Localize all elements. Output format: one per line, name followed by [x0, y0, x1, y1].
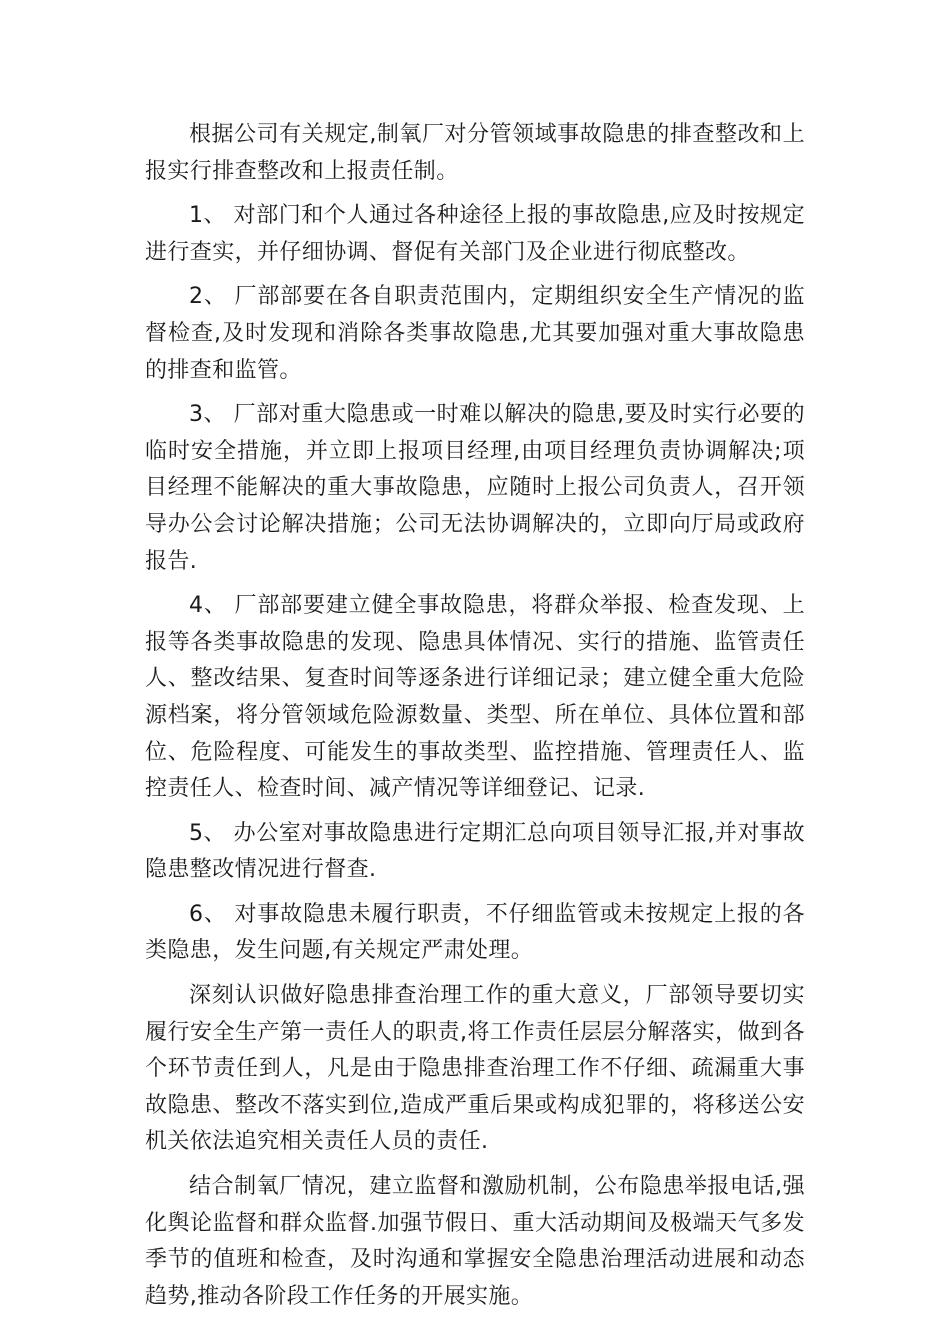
paragraph-item-3: 3、 厂部对重大隐患或一时难以解决的隐患,要及时实行必要的临时安全措施，并立即上报项目经理,由项目经理负责协调解决;项目经理不能解决的重大事故隐患，应随时上报公司负责人，召开领导办公会讨论解决措施；公司无法协调解决的，立即向厅局或政府报告.: [145, 402, 805, 574]
paragraph-intro: 根据公司有关规定,制氧厂对分管领域事故隐患的排查整改和上报实行排查整改和上报责任制。: [145, 122, 805, 184]
paragraph-item-2: 2、 厂部部要在各自职责范围内，定期组织安全生产情况的监督检查,及时发现和消除各类事故隐患,尤其要加强对重大事故隐患的排查和监管。: [145, 284, 805, 383]
paragraph-item-1: 1、 对部门和个人通过各种途径上报的事故隐患,应及时按规定进行查实，并仔细协调、督促有关部门及企业进行彻底整改。: [145, 203, 805, 265]
document-body: [145, 117, 805, 1323]
paragraph-item-4: 4、 厂部部要建立健全事故隐患，将群众举报、检查发现、上报等各类事故隐患的发现、隐患具体情况、实行的措施、监管责任人、整改结果、复查时间等逐条进行详细记录；建立健全重大危险源档案，将分管领域危险源数量、类型、所在单位、具体位置和部位、危险程度、可能发生的事故类型、监控措施、管理责任人、监控责任人、检查时间、减产情况等详细登记、记录.: [145, 593, 805, 802]
paragraph-item-5: 5、 办公室对事故隐患进行定期汇总向项目领导汇报,并对事故隐患整改情况进行督查.: [145, 820, 805, 883]
paragraph-supervision: 结合制氧厂情况，建立监督和激励机制，公布隐患举报电话,强化舆论监督和群众监督.加强节假日、重大活动期间及极端天气多发季节的值班和检查，及时沟通和掌握安全隐患治理活动进展和动态趋势,推动各阶段工作任务的开展实施。: [145, 1174, 805, 1309]
paragraph-item-6: 6、 对事故隐患未履行职责，不仔细监管或未按规定上报的各类隐患，发生问题,有关规定严肃处理。: [145, 901, 805, 964]
paragraph-responsibility: 深刻认识做好隐患排查治理工作的重大意义，厂部领导要切实履行安全生产第一责任人的职责,将工作责任层层分解落实，做到各个环节责任到人，凡是由于隐患排查治理工作不仔细、疏漏重大事故隐患、整改不落实到位,造成严重后果或构成犯罪的，将移送公安机关依法追究相关责任人员的责任.: [145, 983, 805, 1155]
